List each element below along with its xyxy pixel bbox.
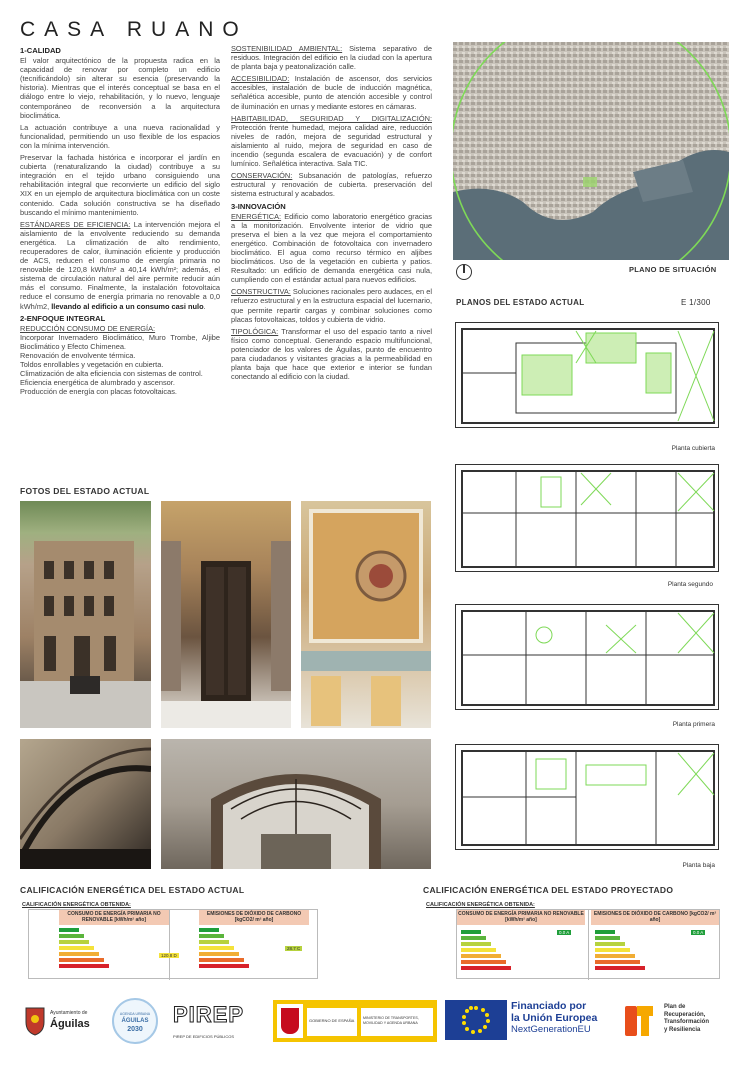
paragraph [231,74,432,110]
eu-flag-icon [445,1000,507,1040]
photo-interior-door [161,501,291,728]
logo-eu-text [511,1000,616,1044]
value-badge: 120.8 D [161,953,177,958]
bar-e [595,954,635,958]
plan-drawing [456,745,719,850]
plan-caption: Planta cubierta [671,445,715,452]
text-column-mid [231,44,432,384]
label: SOSTENIBILIDAD AMBIENTAL: [231,44,343,53]
bar-e [199,952,239,956]
logo-pirep [173,1000,253,1044]
logo-text: Águilas [50,1018,90,1030]
bar-b [199,934,224,938]
heading-innovacion: 3-INNOVACIÓN [231,201,286,211]
energy-actual-title: CALIFICACIÓN ENERGÉTICA DEL ESTADO ACTUAL [20,885,245,895]
plan-caption: Planta baja [682,862,715,869]
divider [169,910,170,980]
logo-text: 2030 [127,1026,143,1033]
logo-text: PIREP DE EDIFICIOS PÚBLICOS [173,1034,235,1039]
text: Subsanación de patologías, refuerzo estructural y renovación de cubierta. preservación del sistema estructural y acabados. [231,171,432,199]
logo-text: Financiado por [511,1000,587,1012]
energy-proyectado-table [456,909,720,979]
label: CONSTRUCTIVA: [231,287,291,297]
logo-text: GOBIERNO DE ESPAÑA [309,1018,355,1023]
text-column-left [20,44,220,396]
bar-c [59,940,89,944]
logo-text: la Unión Europea [511,1012,598,1024]
paragraph [231,327,432,382]
plans-label: PLANOS DEL ESTADO ACTUAL [456,298,585,307]
bar-b [595,936,620,940]
bar-f [461,960,506,964]
logo-gobierno [273,1000,437,1042]
value-badge: 28.7 C [287,946,301,951]
bar-a [595,930,615,934]
logo-box [307,1008,357,1036]
photo-entrance [161,739,431,869]
page-title: CASA RUANO [20,18,248,41]
paragraph [231,114,432,169]
logo-text: Transformación [664,1019,710,1025]
col-header: EMISIONES DE DIÓXIDO DE CARBONO [kgCO2/ m² año] [199,910,309,925]
bar-a [461,930,481,934]
bar-g [461,966,511,970]
bar-a [199,928,219,932]
paragraph: Preservar la fachada histórica e incorporar el jardín en cubierta (renaturalizando la ciudad) contribuye a su integración en el tejido urbano consiguiendo una rehabilitación integral que reconvierte un edificio del siglo XIX en un ejemplo de arquitectura bioclimática con un coste contenido. Cada solución constructiva se ha diseñado buscando el mínimo mantenimiento. [20,153,220,217]
text: Transformar el uso del espacio tanto a nivel físico como conceptual. Generando espacio multifuncional, potenciador de los valores de Águilas, punto de encuentro para ciudadanos y visitantes gracias a la permeabilidad en planta baja que hace que exterior e interior se fundan conectando al edificio con la ciudad. [231,326,432,382]
bar-g [59,964,109,968]
paragraph [231,44,432,71]
plan-drawing [456,465,719,572]
heading-enfoque: 2-ENFOQUE INTEGRAL [20,313,106,323]
line: Incorporar Invernadero Bioclimático, Muro Trombe, Aljibe Bioclimático y Efecto Chimenea. [20,332,220,351]
energy-actual-table [28,909,318,979]
bar-b [461,936,486,940]
label: HABITABILIDAD, SEGURIDAD Y DIGITALIZACIÓN: [231,113,432,123]
logo-strip [0,996,750,1056]
bar-d [59,946,94,950]
bar-c [461,942,491,946]
paragraph: El valor arquitectónico de la propuesta radica en la capacidad de renovar por completo un edificio (tecnificándolo) sin alterar su esencia (preservando la historia). Mientras que el interés conceptual se basa en el diálogo entre lo viejo, rehabilitación, y lo nuevo, lenguaje contemporáneo de reconversión a la arquitectura bioclimática. [20,56,220,120]
photo-ceiling [301,501,431,728]
paragraph [20,220,220,311]
col-header: CONSUMO DE ENERGÍA PRIMARIA NO RENOVABLE [kWh/m² año] [59,910,169,925]
logo-agenda-urbana [112,998,158,1044]
plan-cubierta [455,322,719,428]
bar-g [595,966,645,970]
text-bold: llevando al edificio a un consumo casi nulo [51,301,204,311]
bar-e [59,952,99,956]
bar-f [595,960,640,964]
energy-actual-sub: CALIFICACIÓN ENERGÉTICA OBTENIDA: [22,902,131,908]
bar-c [595,942,625,946]
photos-label: FOTOS DEL ESTADO ACTUAL [20,486,150,496]
situation-label: PLANO DE SITUACIÓN [629,265,717,274]
paragraph [231,212,432,285]
text: Edificio como laboratorio energético gracias a la monitorización. Envolvente interior de vidrio que preserva el bien a la vez que mejora el comportamiento energético. Combinación de fotovoltaica con invernadero bioclimático. El agua como recurso térmico en aljibes bioclimáticos. Uso de la vegetación en cubierta y patios. Resultado: un edificio de demanda energética casi nula, cumpliendo con el estándar actual para nuevos edificios. [231,211,432,285]
label-reduccion: REDUCCIÓN CONSUMO DE ENERGÍA: [20,323,156,333]
line: Toldos enrollables y vegetación en cubierta. [20,360,164,370]
line: Producción de energía con placas fotovoltaicas. [20,387,177,397]
plan-drawing [456,323,719,428]
col-header: CONSUMO DE ENERGÍA PRIMARIA NO RENOVABLE [kWh/m² año] [457,910,585,925]
coat-of-arms-icon [277,1004,303,1038]
divider [588,910,589,980]
scale-label: E 1/300 [681,298,711,307]
heading-calidad: 1-CALIDAD [20,46,61,55]
logo-text: MINISTERIO DE TRANSPORTES, MOVILIDAD Y AGENDA URBANA [363,1016,419,1025]
logo-plan-recuperacion [664,1004,734,1044]
stars-icon [445,1000,507,1040]
plan-drawing [456,605,719,710]
map-image [453,42,729,260]
plan-segundo [455,464,719,572]
logo-aguilas [24,1000,99,1044]
text: Sistema separativo de residuos. Integración del edificio en la ciudad con la apertura de planta baja y peatonalización calle. [231,44,433,72]
facade-image [20,501,151,728]
label: ACCESIBILIDAD: [231,74,290,84]
line: Renovación de envolvente térmica. [20,351,136,360]
bar-f [199,958,244,962]
logo-text: AGENDA URBANA [119,1012,151,1016]
bar-f [59,958,104,962]
text: La intervención mejora el aislamiento de la envolvente reduciendo su demanda energética. La climatización de alto rendimiento, recuperadores de calor, iluminación eficiente y producción de ACS, reducen el consumo de energía primaria no renovable de 120,8 kWh/m² a 40,14 kWh/m²; además, el sistema de circulación natural del aire permite reducir aún más el consumo. Finalmente, la instalación fotovoltaica reduce el consumo de energía primaria no renovable a 0,0 kWh/m2, [20,219,220,311]
logo-text: ÁGUILAS [121,1018,149,1024]
value-badge: 0.0 A [693,930,704,935]
plan-caption: Planta segundo [667,581,713,588]
bar-c [199,940,229,944]
col-header: EMISIONES DE DIÓXIDO DE CARBONO [kgCO2/ m² año] [591,910,719,925]
bar-a [59,928,79,932]
shield-icon [24,1006,46,1036]
text: . [203,301,206,311]
logo-text: Plan de [664,1004,686,1010]
paragraph: La actuación contribuye a una nueva racionalidad y funcionalidad, permitiendo un uso flexible de los espacios con la mínima intervención. [20,122,220,150]
logo-text: NextGenerationEU [511,1024,591,1035]
energy-proyectado-sub: CALIFICACIÓN ENERGÉTICA OBTENIDA: [426,902,535,908]
paragraph [231,171,432,198]
label: ENERGÉTICA: [231,211,282,221]
logo-box [361,1008,433,1036]
value-badge: 0.0 A [559,930,570,935]
bar-d [595,948,630,952]
logo-text: PIREP [173,1002,245,1027]
bar-e [461,954,501,958]
photo-facade [20,501,151,728]
ceiling-image [301,501,431,728]
staircase-image [20,739,151,869]
plan-primera [455,604,719,710]
interior-image [161,501,291,728]
bar-d [461,948,496,952]
plan-caption: Planta primera [672,721,715,728]
prtr-icon [623,1002,657,1038]
text: Soluciones racionales pero audaces, en el refuerzo estructural y en la estructura espacial del lucernario, que permite repartir cargas y combinar soluciones como placas fotovoltaicas, toldos y cubierta de vidrio. [231,287,432,324]
north-arrow-icon [456,264,472,280]
text: Protección frente humedad, mejora calidad aire, reducción niveles de radón, mejora de seguridad estructural y aislamiento al ruido, mejora de seguridad en caso de incendio (segunda escalera de evacuación) y de confort lumínico. Señalética interactiva. Sala TIC. [231,122,432,169]
line: Climatización de alta eficiencia con sistemas de control. [20,369,203,379]
label-eficiencia: ESTÁNDARES DE EFICIENCIA: [20,219,131,229]
bar-d [199,946,234,950]
bar-b [59,934,84,938]
paragraph [231,287,432,323]
plan-baja [455,744,719,850]
logo-text: Recuperación, [664,1011,706,1018]
situation-map [453,42,729,260]
logo-text: Ayuntamiento de [50,1010,88,1016]
label: TIPOLÓGICA: [231,326,279,336]
bar-g [199,964,249,968]
photo-staircase [20,739,151,869]
text: Instalación de ascensor, dos servicios accesibles, instalación de bucle de inducción magnética, señalética accesible, punto de atención accesible y control de iluminación en urnas y mediante estores en cámaras. [231,74,432,111]
label: CONSERVACIÓN: [231,171,293,181]
line: Eficiencia energética de alumbrado y ascensor. [20,378,175,388]
energy-proyectado-title: CALIFICACIÓN ENERGÉTICA DEL ESTADO PROYECTADO [423,885,674,895]
logo-text: y Resiliencia [664,1026,701,1033]
entrance-image [161,739,431,869]
